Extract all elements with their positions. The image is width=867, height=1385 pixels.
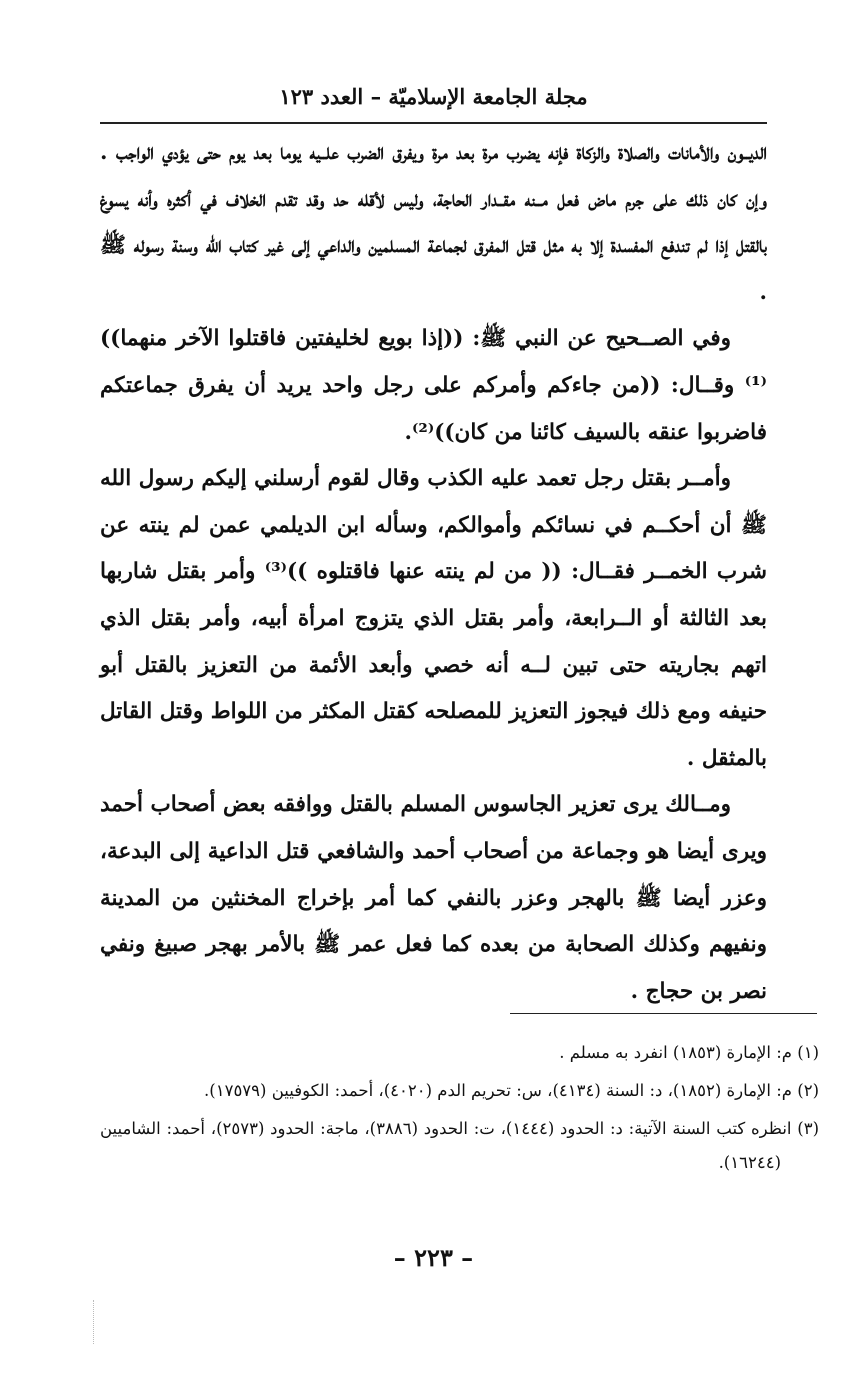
footnote-rule — [510, 1013, 817, 1014]
paragraph-2: وفي الصــحيح عن النبي ﷺ: ((إذا بويع لخليفتين فاقتلوا الآخر منهما))⁽¹⁾ وقــال: ((من جاءكم وأمركم على رجل واحد يريد أن يفرق جماعتكم فاضربوا عنقه بالسيف كائنا من كان))⁽²⁾. — [100, 326, 767, 445]
header-rule — [100, 122, 767, 124]
footnote-3: (٣) انظره كتب السنة الآتية: د: الحدود (١٤٤٤)، ت: الحدود (٣٨٨٦)، ماجة: الحدود (٢٥٧٣)، أحمد: الشاميين (١٦٢٤٤). — [100, 1119, 819, 1172]
paragraph-1: الديــون والأمانات والصلاة والزكاة فإنه يضرب مرة بعد مرة ويفرق الضرب علــيه يوما بعد يوم حتى يؤدي الواجب . وإن كان ذلك على جرم ماض فعل مــنه مقــدار الحاجة، وليس لأقله حد وقد تقدم الخلاف في أكثره وأنه يسوغ بالقتل إذا لم تندفع المفسدة إلا به مثل قتل المفرق لجماعة المسلمين والداعي إلى غير كتاب الله وسنة رسوله ﷺ . — [100, 140, 767, 305]
running-header: مجلة الجامعة الإسلاميّة – العدد ١٢٣ — [279, 84, 588, 109]
footnote-1: (١) م: الإمارة (١٨٥٣) انفرد به مسلم . — [559, 1043, 819, 1062]
footnote-2: (٢) م: الإمارة (١٨٥٢)، د: السنة (٤١٣٤)، س: تحريم الدم (٤٠٢٠)، أحمد: الكوفيين (١٧٥٧٩). — [204, 1081, 819, 1100]
paragraph-3: وأمــر بقتل رجل تعمد عليه الكذب وقال لقوم أرسلني إليكم رسول الله ﷺ أن أحكــم في نسائكم وأموالكم، وسأله ابن الديلمي عمن لم ينته عن شرب الخمــر فقــال: (( من لم ينته عنها فاقتلوه ))⁽³⁾ وأمر بقتل شاربها بعد الثالثة أو الــرابعة، وأمر بقتل الذي يتزوج امرأة أبيه، وأمر بقتل الذي اتهم بجاريته حتى تبين لــه أنه خصي وأبعد الأئمة من التعزيز بالقتل أبو حنيفه ومع ذلك فيجوز التعزيز للمصلحه كقتل المكثر من اللواط وقتل القاتل بالمثقل . — [100, 466, 767, 771]
paragraph-4: ومــالك يرى تعزير الجاسوس المسلم بالقتل ووافقه بعض أصحاب أحمد ويرى أيضا هو وجماعة من أصحاب أحمد والشافعي قتل الداعية إلى البدعة، وعزر أيضا ﷺ بالهجر وعزر بالنفي كما أمر بإخراج المخنثين من المدينة ونفيهم وكذلك الصحابة من بعده كما فعل عمر ﷺ بالأمر بهجر صبيغ ونفي نصر بن حجاج . — [100, 792, 767, 1004]
footnotes — [100, 1036, 819, 1184]
page-number: – ٢٢٣ – — [393, 1243, 474, 1272]
body-text — [100, 130, 767, 1015]
scan-margin-mark — [93, 1300, 100, 1344]
